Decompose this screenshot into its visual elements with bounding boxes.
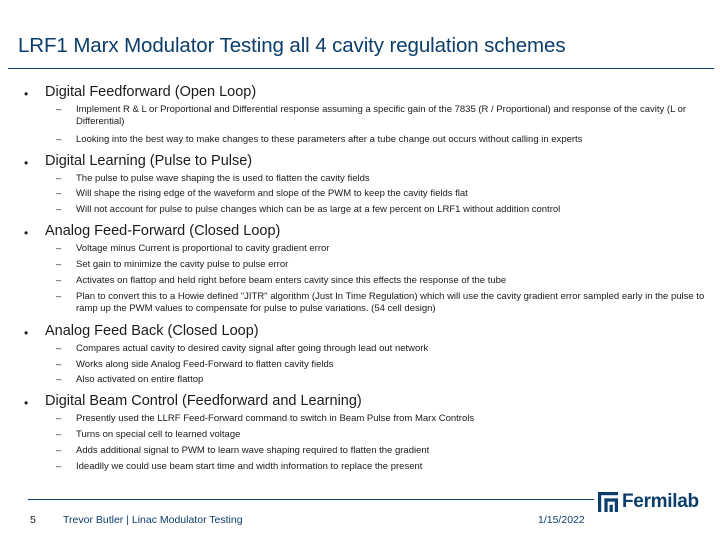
dash-marker: – — [56, 429, 62, 440]
dash-marker: – — [56, 204, 62, 215]
fermilab-logo — [597, 490, 699, 514]
dash-marker: – — [56, 259, 62, 270]
dash-marker: – — [56, 134, 62, 145]
slide-title: LRF1 Marx Modulator Testing all 4 cavity regulation schemes — [18, 34, 566, 57]
fermilab-logo-icon — [597, 491, 619, 513]
section-item: Activates on flattop and held right before beam enters cavity since this effects the response of the tube — [76, 275, 507, 286]
section-item: Presently used the LLRF Feed-Forward command to switch in Beam Pulse from Marx Controls — [76, 413, 475, 424]
section-heading: Digital Feedforward (Open Loop) — [45, 84, 257, 100]
section-item: Ideadlly we could use beam start time and width information to replace the present — [76, 461, 423, 472]
section-item: Looking into the best way to make changes to these parameters after a tube change out occurs without calling in experts — [76, 134, 583, 145]
section-item: Works along side Analog Feed-Forward to flatten cavity fields — [76, 359, 334, 370]
section-item: Turns on special cell to learned voltage — [76, 429, 241, 440]
section-heading: Analog Feed-Forward (Closed Loop) — [45, 223, 281, 239]
section-item: Also activated on entire flattop — [76, 374, 204, 385]
section-item: Adds additional signal to PWM to learn wave shaping required to flatten the gradient — [76, 445, 430, 456]
dash-marker: – — [56, 291, 62, 302]
dash-marker: – — [56, 445, 62, 456]
section-item: Set gain to minimize the cavity pulse to pulse error — [76, 259, 289, 270]
section-item: Will shape the rising edge of the waveform and slope of the PWM to keep the cavity fields flat — [76, 188, 468, 199]
dash-marker: – — [56, 413, 62, 424]
dash-marker: – — [56, 461, 62, 472]
dash-marker: – — [56, 343, 62, 354]
section-item: Will not account for pulse to pulse changes which can be as large at a few percent on LRF1 without addition control — [76, 204, 561, 215]
section-heading: Digital Learning (Pulse to Pulse) — [45, 153, 253, 169]
dash-marker: – — [56, 188, 62, 199]
section-item: Plan to convert this to a Howie defined "JITR" algorithm (Just In Time Regulation) which will use the cavity gradient error sampled early in the pulse to ramp up the PWM values to compensate for pulse to pulse variations. (54 cell design) — [76, 291, 705, 315]
dash-marker: – — [56, 104, 62, 115]
bullet-marker: • — [24, 326, 29, 340]
section-item: Implement R & L or Proportional and Differential response assuming a specific gain of the 7835 (R / Proportional) and response of the cavity (L or Differential) — [76, 104, 687, 128]
dash-marker: – — [56, 359, 62, 370]
footer-presenter: Trevor Butler | Linac Modulator Testing — [63, 514, 243, 526]
section-heading: Analog Feed Back (Closed Loop) — [45, 323, 259, 339]
bullet-marker: • — [24, 396, 29, 410]
section-item: Compares actual cavity to desired cavity signal after going through lead out network — [76, 343, 429, 354]
section-heading: Digital Beam Control (Feedforward and Learning) — [45, 393, 362, 409]
dash-marker: – — [56, 173, 62, 184]
dash-marker: – — [56, 243, 62, 254]
dash-marker: – — [56, 275, 62, 286]
footer-date: 1/15/2022 — [538, 514, 585, 526]
footer-divider — [28, 499, 594, 500]
bullet-marker: • — [24, 156, 29, 170]
dash-marker: – — [56, 374, 62, 385]
section-item: The pulse to pulse wave shaping the is used to flatten the cavity fields — [76, 173, 370, 184]
fermilab-logo-text: Fermilab — [622, 491, 699, 512]
bullet-marker: • — [24, 87, 29, 101]
section-item: Voltage minus Current is proportional to cavity gradient error — [76, 243, 330, 254]
page-number: 5 — [30, 514, 36, 526]
bullet-marker: • — [24, 226, 29, 240]
